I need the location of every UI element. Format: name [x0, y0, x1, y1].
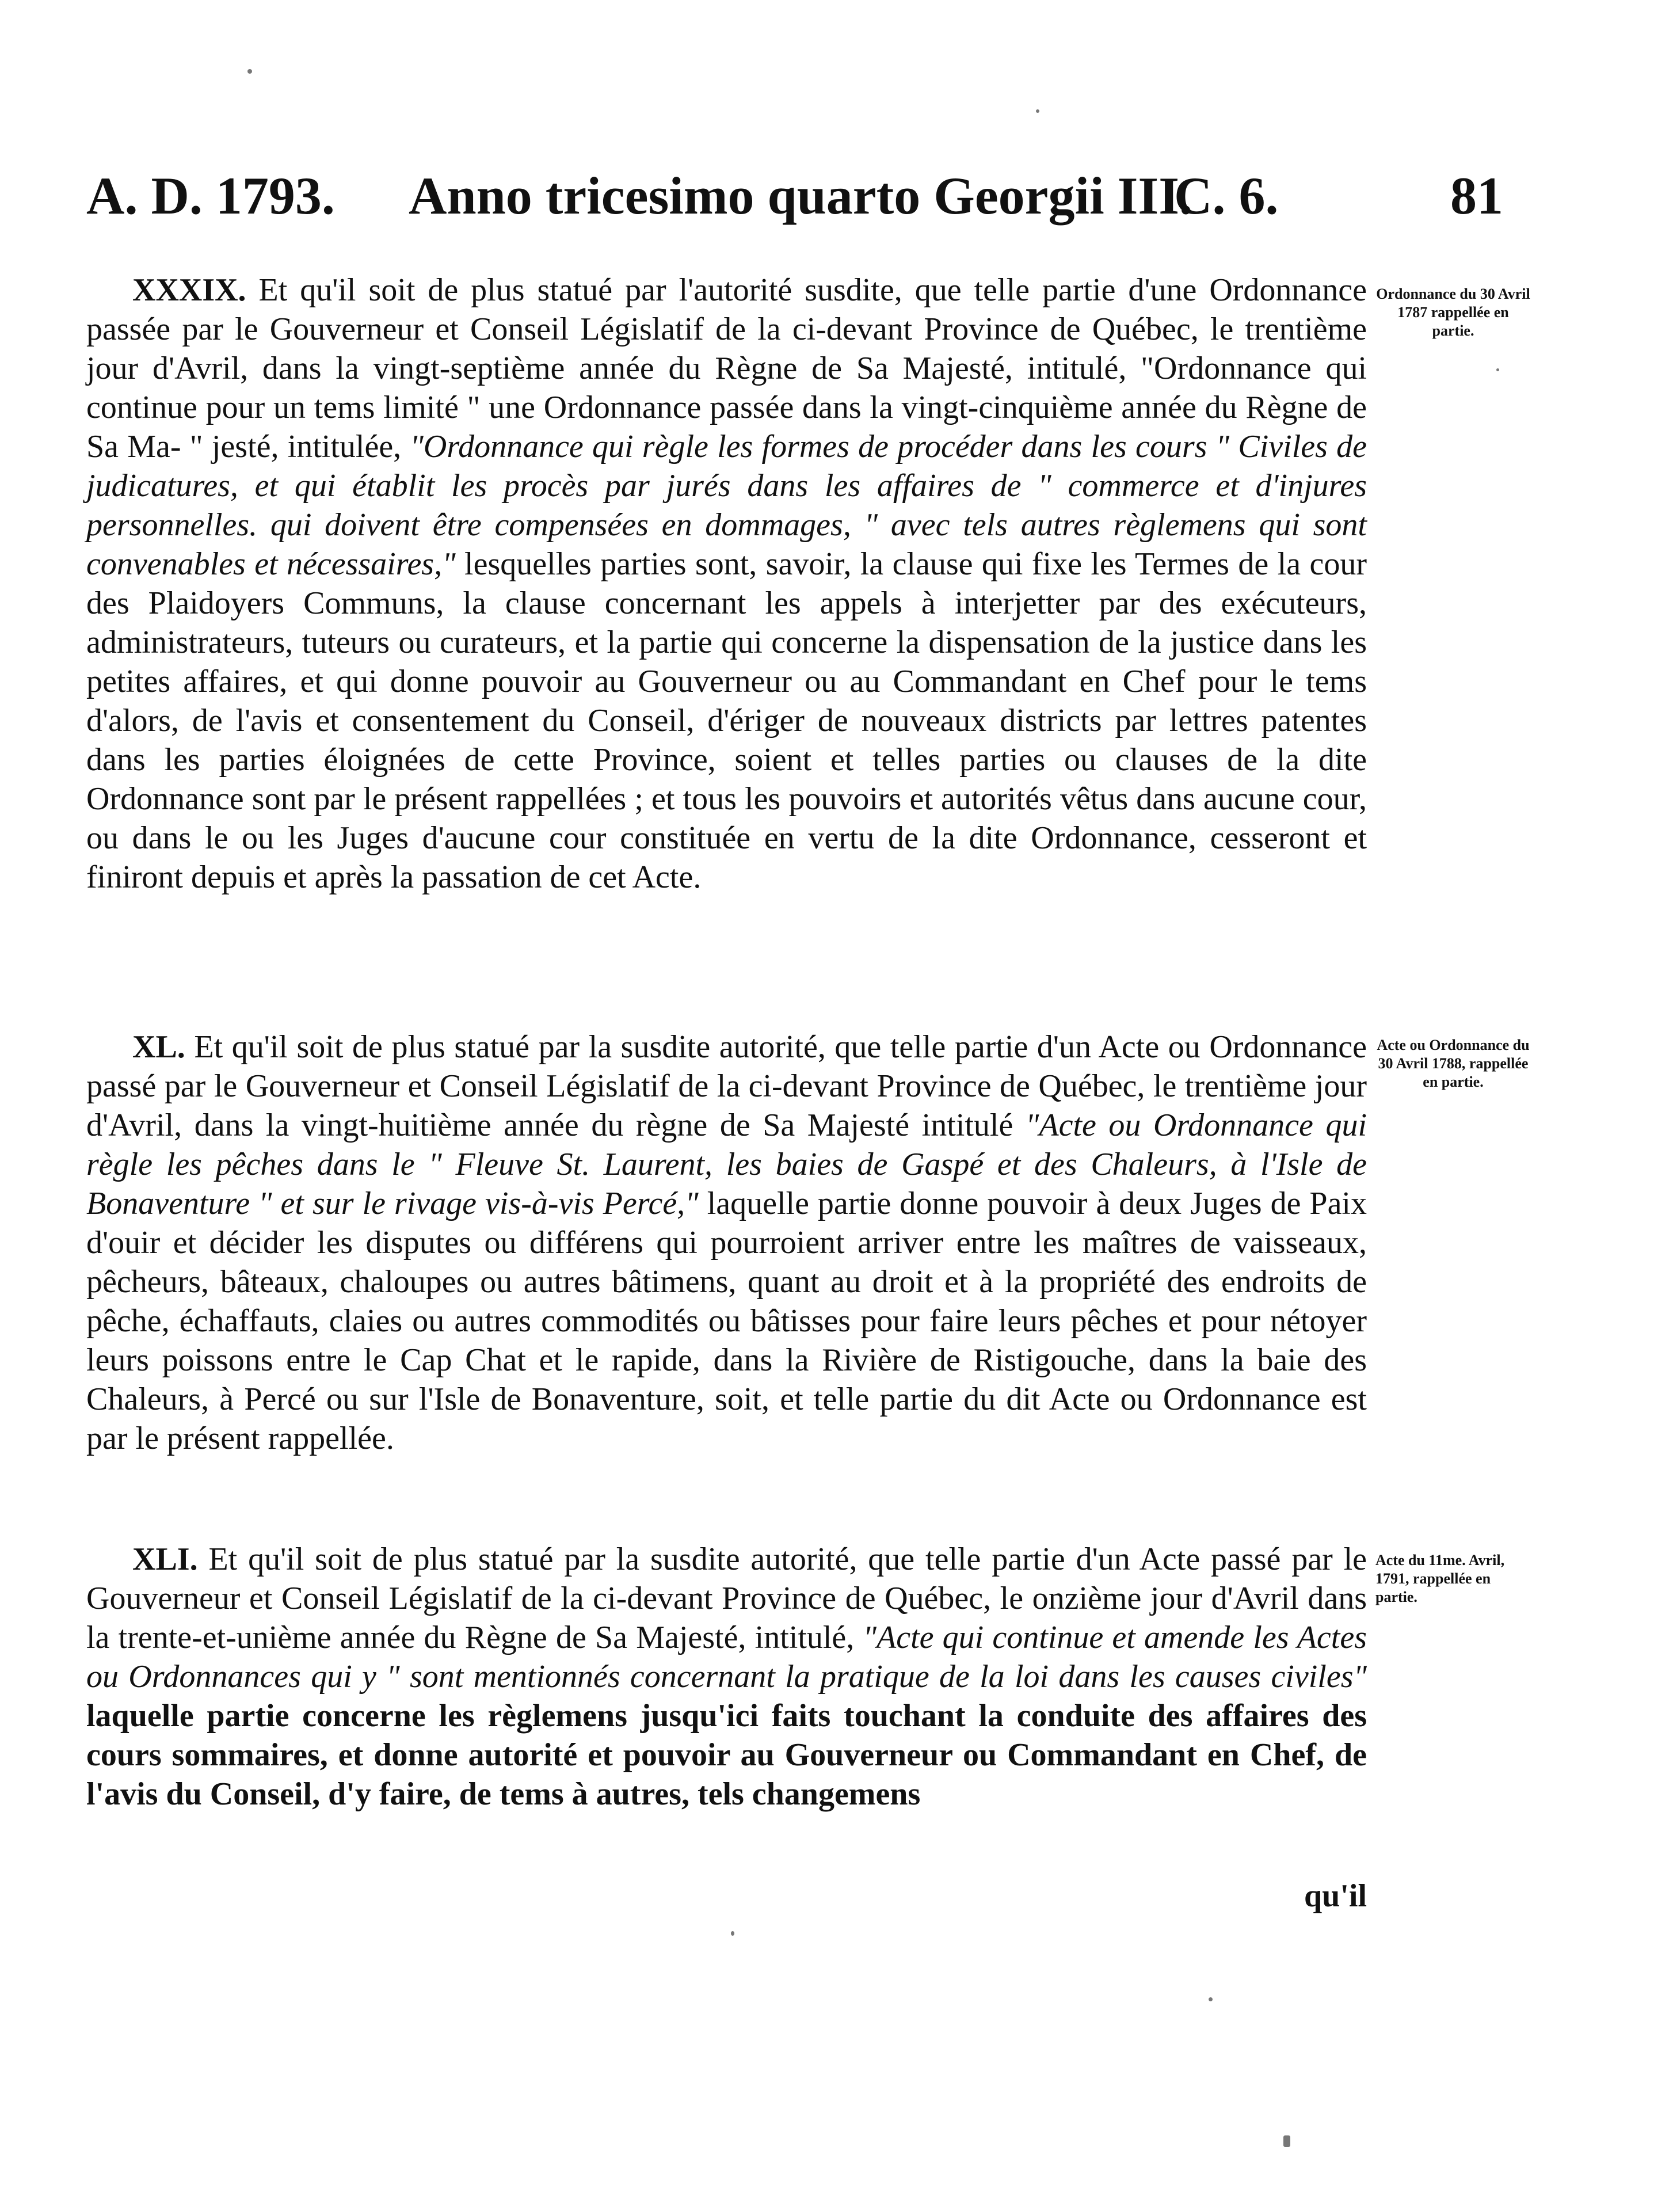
header-year: A. D. 1793. — [86, 166, 335, 225]
paper-speck — [1496, 368, 1499, 371]
section-xxxix — [86, 271, 1367, 897]
section-xli — [86, 1540, 1367, 1814]
section-number: XL. — [132, 1029, 185, 1065]
paper-speck — [731, 1931, 734, 1936]
page-number: 81 — [1450, 166, 1503, 225]
running-header — [86, 161, 1514, 230]
section-number: XLI. — [132, 1541, 198, 1577]
margin-note-xli: Acte du 11me. Avril, 1791, rappellée en partie. — [1375, 1552, 1505, 1605]
section-text: Et qu'il soit de plus statué par la susdite autorité, que telle partie d'un Acte passé par le Gouverneur et Conseil Législatif de la ci-devant Province de Québec, le onzième jour d'Avril dans la trente-et-unième année du Règne de Sa Majesté, intitulé, — [86, 1541, 1367, 1655]
cited-title: "Acte qui continue et amende les Actes ou Ordonnances qui y " sont mentionnés concernant la pratique de la loi dans les causes civiles" — [86, 1620, 1367, 1695]
section-number: XXXIX. — [132, 272, 246, 308]
margin-note-xl: Acte ou Ordonnance du 30 Avril 1788, rappellée en partie. — [1377, 1037, 1530, 1090]
section-xli-paragraph — [86, 1540, 1367, 1814]
section-text: lesquelles parties sont, savoir, la clause qui fixe les Termes de la cour des Plaidoyers Communs, la clause concernant les appels à interjetter par des exécuteurs, administrateurs, tuteurs ou curateurs, et la partie qui concerne la dispensation de la justice dans les petites affaires, et qui donne pouvoir au Gouverneur ou au Commandant en Chef pour le tems d'alors, de l'avis et consentement du Conseil, d'ériger de nouveaux districts par lettres patentes dans les parties éloignées de cette Province, soient et telles parties ou clauses de la dite Ordonnance sont par le présent rappellées ; et tous les pouvoirs et autorités vêtus dans aucune cour, ou dans le ou les Juges d'aucune cour constituée en vertu de la dite Ordonnance, cesseront et finiront depuis et après la passation de cet Acte. — [86, 546, 1367, 895]
section-xl-paragraph — [86, 1027, 1367, 1458]
header-chapter: C. 6. — [1174, 166, 1279, 225]
margin-note-xxxix: Ordonnance du 30 Avril 1787 rappellée en partie. — [1376, 285, 1530, 339]
paper-speck — [1209, 1997, 1213, 2001]
paper-speck — [1283, 2135, 1290, 2147]
cited-title: "Acte ou Ordonnance qui règle les pêches dans le " Fleuve St. Laurent, les baies de Gaspé et des Chaleurs, à l'Isle de Bonaventure " et sur le rivage vis-à-vis Percé," — [86, 1107, 1367, 1221]
catchword: qu'il — [1304, 1878, 1367, 1914]
section-xxxix-paragraph — [86, 271, 1367, 897]
section-text: Et qu'il soit de plus statué par l'autorité susdite, que telle partie d'une Ordonnance passée par le Gouverneur et Conseil Législatif de la ci-devant Province de Québec, le trentième jour d'Avril, dans la vingt-septième année du Règne de Sa Majesté, intitulé, "Ordonnance qui continue pour un tems limité " une Ordonnance passée dans la vingt-cinquième année du Règne de Sa Ma- " jesté, intitulée, — [86, 272, 1367, 465]
cited-title: "Ordonnance qui règle les formes de procéder dans les cours " Civiles de judicatures, et qui établit les procès par jurés dans les affaires de " commerce et d'injures personnelles. qui doivent être compensées en dommages, " avec tels autres règlemens qui sont convenables et nécessaires," — [86, 429, 1367, 582]
section-xl — [86, 1027, 1367, 1458]
paper-speck — [247, 69, 252, 74]
section-text: Et qu'il soit de plus statué par la susdite autorité, que telle partie d'un Acte ou Ordonnance passé par le Gouverneur et Conseil Législatif de la ci-devant Province de Québec, le trentième jour d'Avril, dans la vingt-huitième année du règne de Sa Majesté intitulé — [86, 1029, 1367, 1143]
header-title: Anno tricesimo quarto Georgii III. — [409, 166, 1193, 225]
paper-speck — [1036, 109, 1039, 113]
section-text: laquelle partie donne pouvoir à deux Juges de Paix d'ouir et décider les disputes ou différens qui pourroient arriver entre les maîtres de vaisseaux, pêcheurs, bâteaux, chaloupes ou autres bâtimens, quant au droit et à la propriété des endroits de pêche, échaffauts, claies ou autres commodités ou bâtisses pour faire leurs pêches et pour nétoyer leurs poissons entre le Cap Chat et le rapide, dans la Rivière de Ristigouche, dans la baie des Chaleurs, à Percé ou sur l'Isle de Bonaventure, soit, et telle partie du dit Acte ou Ordonnance est par le présent rappellée. — [86, 1186, 1367, 1456]
section-text: laquelle partie concerne les règlemens jusqu'ici faits touchant la conduite des affaires des cours sommaires, et donne autorité et pouvoir au Gouverneur ou Commandant en Chef, de l'avis du Conseil, d'y faire, de tems à autres, tels changemens — [86, 1698, 1367, 1812]
